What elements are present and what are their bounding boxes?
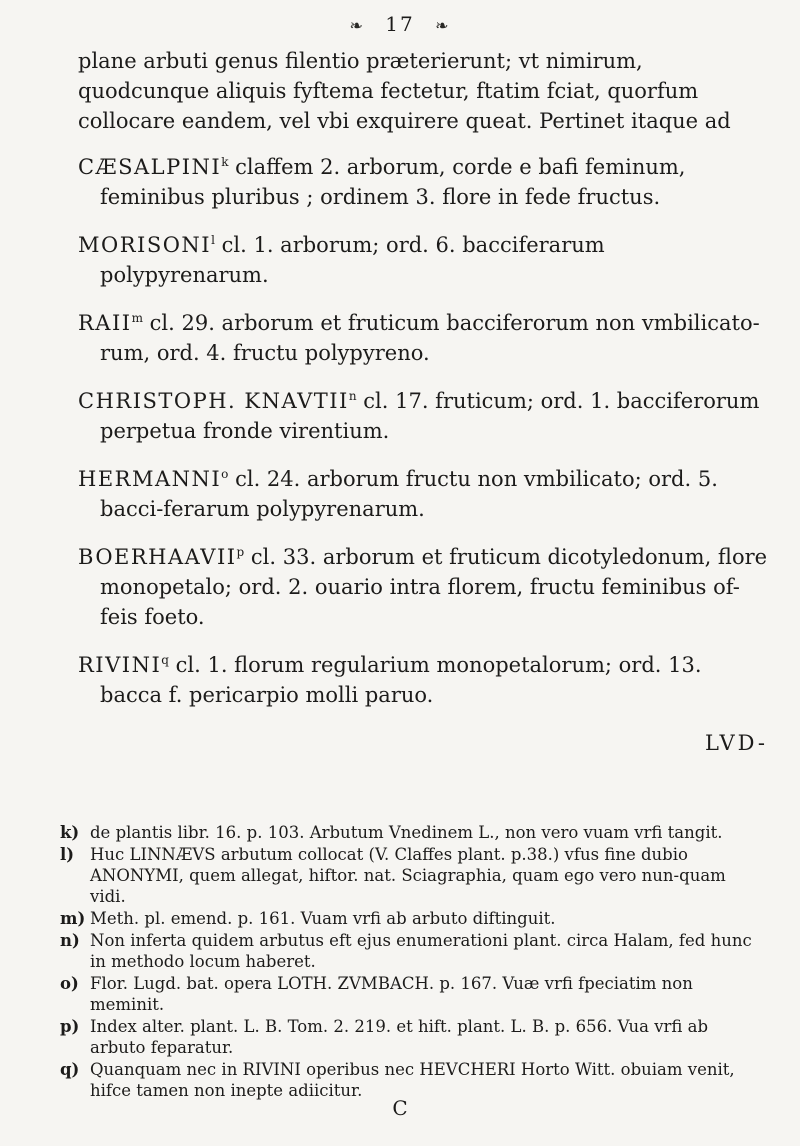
ornament-left-icon: ❧ (349, 16, 365, 35)
footnote-text: Meth. pl. emend. p. 161. Vuam vrfi ab arbuto diftinguit. (90, 909, 556, 928)
footnote-o (60, 973, 766, 1015)
footnote-mark: n) (60, 931, 80, 950)
signature-mark: C (392, 1096, 408, 1120)
footnote-n (60, 930, 766, 972)
entry-raii (78, 308, 768, 368)
entry-rivini (78, 650, 768, 710)
intro-paragraph: plane arbuti genus filentio prӕterierunt; vt nimirum, quodcunque aliquis fyftema fectetur, ftatim fciat, quorfum collocare eandem, vel vbi exquirere queat. Pertinet itaque ad (78, 49, 731, 133)
footnote-text: Flor. Lugd. bat. opera LOTH. ZVMBACH. p. 167. Vuӕ vrfi fpeciatim non meminit. (90, 974, 693, 1014)
footnote-text: Huc LINNÆVS arbutum collocat (V. Claffes plant. p.38.) vfus fine dubio ANONYMI, quem allegat, hiftor. nat. Sciagraphia, quam ego vero nun-quam vidi. (90, 845, 726, 906)
entry-text: cl. 1. arborum; ord. 6. bacciferarum polypyrenarum. (100, 233, 605, 287)
page-number: 17 (385, 12, 415, 36)
footnote-ref: o (221, 467, 229, 481)
entry-text: cl. 33. arborum et fruticum dicotyledonum, flore monopetalo; ord. 2. ouario intra florem, fructu feminibus of-feis foeto. (100, 545, 768, 629)
entry-author: RIVINI (78, 653, 162, 677)
footnote-text: Index alter. plant. L. B. Tom. 2. 219. et hift. plant. L. B. p. 656. Vua vrfi ab arbuto feparatur. (90, 1017, 709, 1057)
ornament-right-icon: ❧ (435, 16, 451, 35)
footnote-ref: q (161, 653, 169, 667)
footnote-mark: p) (60, 1017, 80, 1036)
entry-text: cl. 24. arborum fructu non vmbilicato; ord. 5. bacci-ferarum polypyrenarum. (100, 467, 718, 521)
page-header (0, 12, 800, 36)
footnote-p (60, 1016, 766, 1058)
entry-caesalpini (78, 152, 768, 212)
entry-text: cl. 29. arborum et fruticum bacciferorum non vmbilicato-rum, ord. 4. fructu polypyreno. (100, 311, 760, 365)
footnote-mark: m) (60, 909, 86, 928)
footnote-mark: o) (60, 974, 79, 993)
footnote-l (60, 844, 766, 907)
entry-author: RAII (78, 311, 132, 335)
footnote-text: Quanquam nec in RIVINI operibus nec HEVCHERI Horto Witt. obuiam venit, hifce tamen non inepte adiicitur. (90, 1060, 735, 1100)
footnote-k (60, 822, 766, 843)
entry-boerhaavii (78, 542, 768, 632)
entry-author: HERMANNI (78, 467, 222, 491)
footnotes (60, 822, 766, 1102)
footnote-text: Non inferta quidem arbutus eft ejus enumerationi plant. circa Halam, fed hunc in methodo locum haberet. (90, 931, 752, 971)
footnote-ref: k (221, 155, 229, 169)
footnote-mark: l) (60, 845, 75, 864)
footnote-m (60, 908, 766, 929)
footnote-mark: q) (60, 1060, 80, 1079)
entry-author: BOERHAAVII (78, 545, 237, 569)
footnote-ref: p (236, 545, 245, 559)
entry-knautii (78, 386, 768, 446)
footnote-q (60, 1059, 766, 1101)
entry-author: CÆSALPINI (78, 155, 222, 179)
entry-author: MORISONI (78, 233, 212, 257)
entry-text: claffem 2. arborum, corde e bafi feminum, feminibus pluribus ; ordinem 3. flore in fede fructus. (100, 155, 686, 209)
footnote-ref: l (211, 233, 215, 247)
entry-morisoni (78, 230, 768, 290)
entry-text: cl. 1. florum regularium monopetalorum; ord. 13. bacca f. pericarpio molli paruo. (100, 653, 702, 707)
entry-hermanni (78, 464, 768, 524)
catchword: LVD- (705, 731, 768, 755)
entry-text: cl. 17. fruticum; ord. 1. bacciferorum perpetua fronde virentium. (100, 389, 760, 443)
footnote-text: de plantis libr. 16. p. 103. Arbutum Vnedinem L., non vero vuam vrfi tangit. (90, 823, 723, 842)
footnote-mark: k) (60, 823, 80, 842)
footnote-ref: n (348, 389, 357, 403)
entry-author: CHRISTOPH. KNAVTII (78, 389, 349, 413)
main-text (78, 46, 768, 762)
footnote-ref: m (131, 311, 143, 325)
